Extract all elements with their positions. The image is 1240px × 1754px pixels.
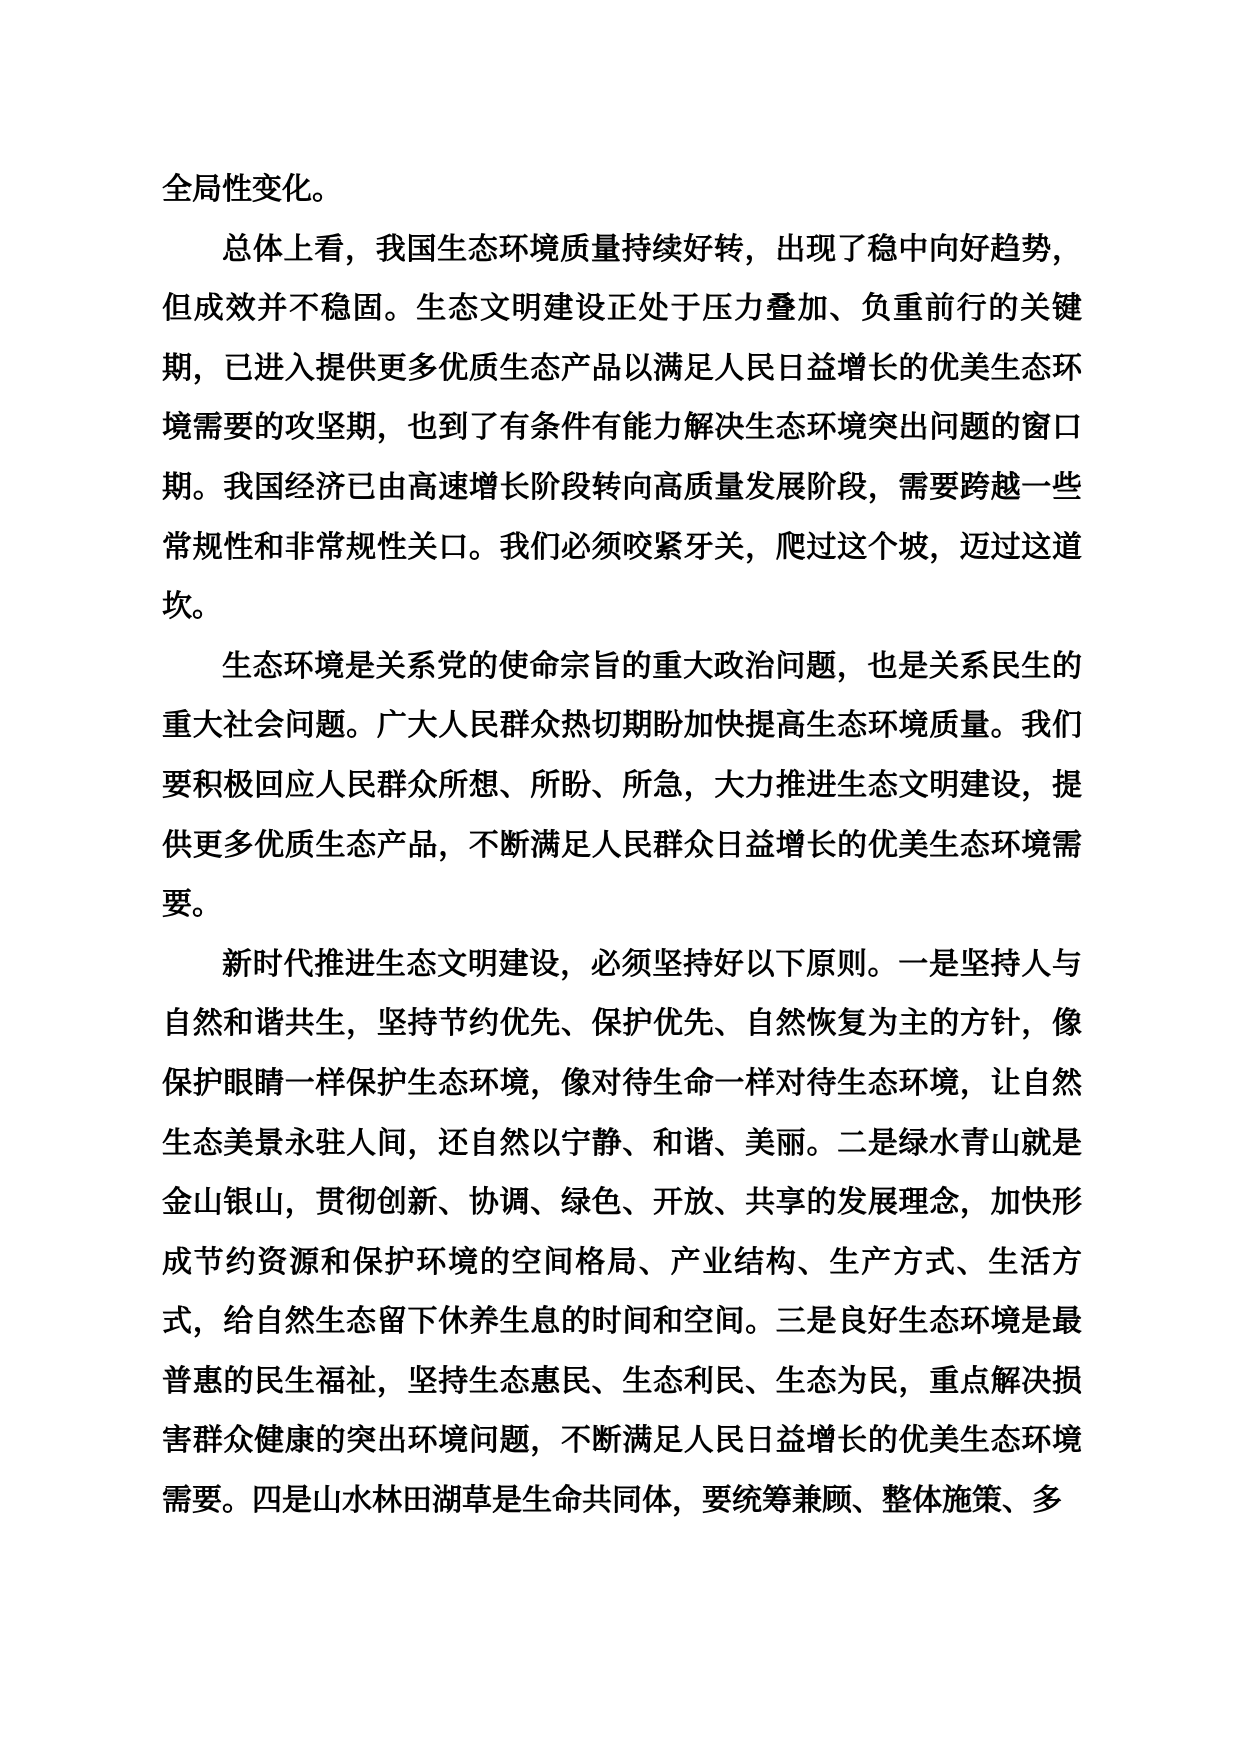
document-page (162, 160, 1082, 1531)
paragraph-principles: 新时代推进生态文明建设，必须坚持好以下原则。一是坚持人与自然和谐共生，坚持节约优先、保护优先、自然恢复为主的方针，像保护眼睛一样保护生态环境，像对待生命一样对待生态环境，让自然生态美景永驻人间，还自然以宁静、和谐、美丽。二是绿水青山就是金山银山，贯彻创新、协调、绿色、开放、共享的发展理念，加快形成节约资源和保护环境的空间格局、产业结构、生产方式、生活方式，给自然生态留下休养生息的时间和空间。三是良好生态环境是最普惠的民生福祉，坚持生态惠民、生态利民、生态为民，重点解决损害群众健康的突出环境问题，不断满足人民日益增长的优美生态环境需要。四是山水林田湖草是生命共同体，要统筹兼顾、整体施策、多 (162, 946, 1082, 1519)
paragraph-overall-situation: 总体上看，我国生态环境质量持续好转，出现了稳中向好趋势，但成效并不稳固。生态文明建设正处于压力叠加、负重前行的关键期，已进入提供更多优质生态产品以满足人民日益增长的优美生态环境需要的攻坚期，也到了有条件有能力解决生态环境突出问题的窗口期。我国经济已由高速增长阶段转向高质量发展阶段，需要跨越一些常规性和非常规性关口。我们必须咬紧牙关，爬过这个坡，迈过这道坎。 (162, 231, 1082, 625)
paragraph-political-issue: 生态环境是关系党的使命宗旨的重大政治问题，也是关系民生的重大社会问题。广大人民群众热切期盼加快提高生态环境质量。我们要积极回应人民群众所想、所盼、所急，大力推进生态文明建设，提供更多优质生态产品，不断满足人民群众日益增长的优美生态环境需要。 (162, 648, 1082, 923)
paragraph-continuation: 全局性变化。 (162, 172, 342, 207)
